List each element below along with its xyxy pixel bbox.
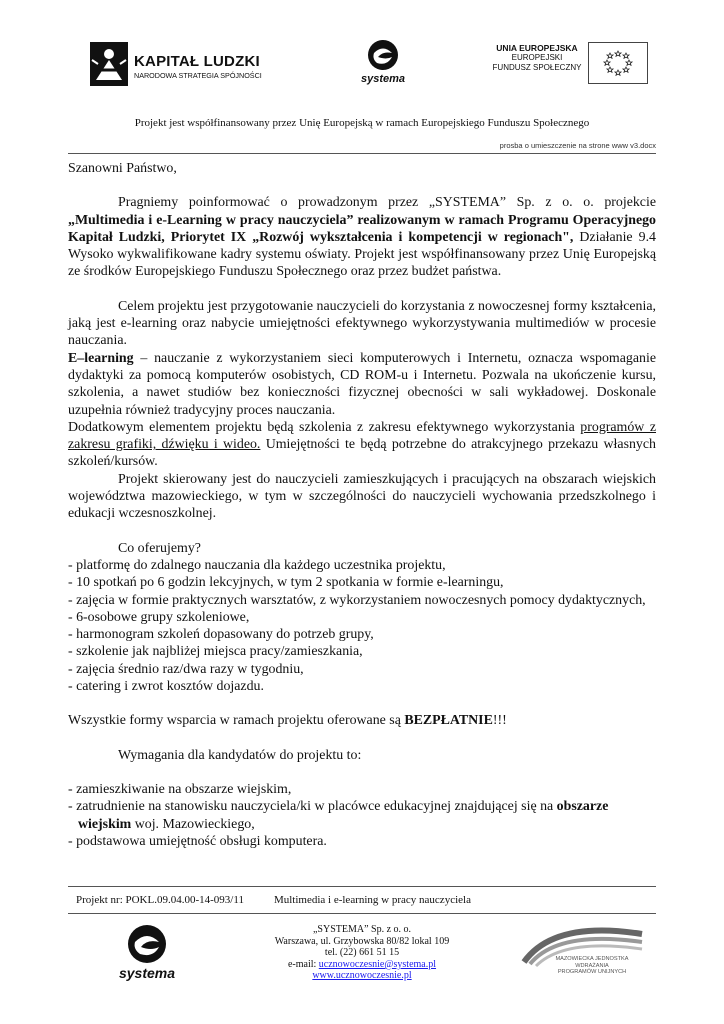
paragraph-elearning: E–learning – nauczanie z wykorzystaniem sieci komputerowych i Internetu, oznacza wspomaganie dydaktyki za pomocą komputerów osobistych, CD ROM-u i Internetu. Pozwala na ukończenie kursu, szkolenia, a nawet studiów bez konieczności fizycznej obecności w sali wykładowej. Doskonale uzupełnia również tradycyjny proces nauczania. (68, 350, 656, 418)
offer-item: - zajęcia średnio raz/dwa razy w tygodniu, (68, 661, 304, 677)
paragraph-target: Projekt skierowany jest do nauczycieli zamieszkujących i pracujących na obszarach wiejskich województwa mazowieckiego, w tym w szczególności do nauczycieli wychowania przedszkolnego i edukacji wczesnoszkolnej. (68, 471, 656, 522)
project-number: Projekt nr: POKL.09.04.00-14-093/11 (76, 894, 244, 906)
mazowiecka-line-2: WDRAŻANIA (575, 962, 609, 969)
salutation: Szanowni Państwo, (68, 161, 177, 176)
systema-logo-bottom (98, 922, 196, 982)
requirements-heading: Wymagania dla kandydatów do projektu to: (118, 747, 362, 763)
requirement-item: - zamieszkiwanie na obszarze wiejskim, (68, 781, 292, 797)
website-link[interactable]: www.ucznowoczesnie.pl (312, 970, 412, 982)
header-divider (68, 153, 656, 154)
kapital-ludzki-subtitle: NARODOWA STRATEGIA SPÓJNOŚCI (134, 71, 262, 80)
offer-heading: Co oferujemy? (118, 540, 201, 556)
free-support-note: Wszystkie formy wsparcia w ramach projektu oferowane są BEZPŁATNIE!!! (68, 713, 507, 729)
requirement-item: - zatrudnienie na stanowisku nauczyciela/ki w placówce edukacyjnej znajdującej się na obszarze wiejskim woj. Mazowieckiego, (68, 799, 609, 832)
eu-line-2: EUROPEJSKI (511, 53, 563, 62)
eu-logo (492, 40, 648, 86)
company-address-block (262, 924, 462, 982)
company-phone: tel. (22) 661 51 15 (324, 947, 400, 959)
requirement-item: - podstawowa umiejętność obsługi komputera. (68, 833, 327, 849)
eu-title: UNIA EUROPEJSKA (496, 43, 578, 53)
offer-item: - 6-osobowe grupy szkoleniowe, (68, 609, 250, 625)
offer-item: - szkolenie jak najbliżej miejsca pracy/zamieszkania, (68, 644, 363, 660)
kapital-ludzki-title: KAPITAŁ LUDZKI (134, 53, 260, 70)
systema-logo-top (342, 38, 424, 86)
footer-divider-bottom (68, 913, 656, 914)
mazowiecka-logo (514, 922, 648, 984)
file-name-note: prosba o umieszczenie na strone www v3.docx (499, 141, 656, 150)
company-name: „SYSTEMA” Sp. z o. o. (312, 924, 412, 935)
footer-divider-top (68, 886, 656, 887)
paragraph-goal: Celem projektu jest przygotowanie nauczycieli do korzystania z nowoczesnej formy kształcenia, jaką jest e-learning oraz nabycie umiejętności efektywnego wykorzystywania multimediów w procesie nauczania. (68, 298, 656, 349)
kapital-ludzki-logo (88, 40, 263, 88)
project-cofinancing-line: Projekt jest współfinansowany przez Unię Europejską w ramach Europejskiego Funduszu Społecznego (134, 117, 590, 129)
offer-item: - harmonogram szkoleń dopasowany do potrzeb grupy, (68, 627, 374, 643)
eu-flag-icon (588, 42, 648, 84)
mazowiecka-line-3: PROGRAMÓW UNIJNYCH (557, 969, 627, 976)
paragraph-intro: Pragniemy poinformować o prowadzonym przez „SYSTEMA” Sp. z o. o. projekcie „Multimedia i e-Learning w pracy nauczyciela” realizowanym w ramach Programu Operacyjnego Kapitał Ludzki, Priorytet IX „Rozwój wykształcenia i kompetencji w regionach", Działanie 9.4 Wysoko wykwalifikowane kadry systemu oświaty. Projekt jest współfinansowany przez Unię Europejską ze środków Europejskiego Funduszu Społecznego oraz przez budżet państwa. (68, 195, 656, 280)
paragraph-additional: Dodatkowym elementem projektu będą szkolenia z zakresu efektywnego wykorzystania programów z zakresu grafiki, dźwięku i wideo. Umiejętności te będą potrzebne do atrakcyjnego przekazu własnych szkoleń/kursów. (68, 419, 656, 470)
footer-project-info (76, 894, 471, 906)
svg-text:systema: systema (118, 965, 176, 981)
company-address: Warszawa, ul. Grzybowska 80/82 lokal 109 (274, 935, 450, 947)
offer-item: - platformę do zdalnego nauczania dla każdego uczestnika projektu, (68, 557, 446, 573)
company-email-line: e-mail: ucznowoczesnie@systema.pl (287, 958, 437, 970)
mazowiecka-line-1: MAZOWIECKA JEDNOSTKA (555, 956, 629, 962)
svg-text:systema: systema (360, 73, 406, 85)
letter-body (68, 160, 656, 850)
offer-item: - zajęcia w formie praktycznych warsztatów, z wykorzystaniem nowoczesnych pomocy dydaktycznych, (68, 592, 646, 608)
kapital-ludzki-icon (88, 40, 130, 88)
eu-line-3: FUNDUSZ SPOŁECZNY (492, 63, 582, 72)
email-link[interactable]: ucznowoczesnie@systema.pl (318, 958, 437, 970)
offer-item: - catering i zwrot kosztów dojazdu. (68, 679, 264, 695)
project-name: Multimedia i e-learning w pracy nauczyciela (273, 894, 471, 906)
offer-item: - 10 spotkań po 6 godzin lekcyjnych, w tym 2 spotkania w formie e-learningu, (68, 575, 504, 591)
